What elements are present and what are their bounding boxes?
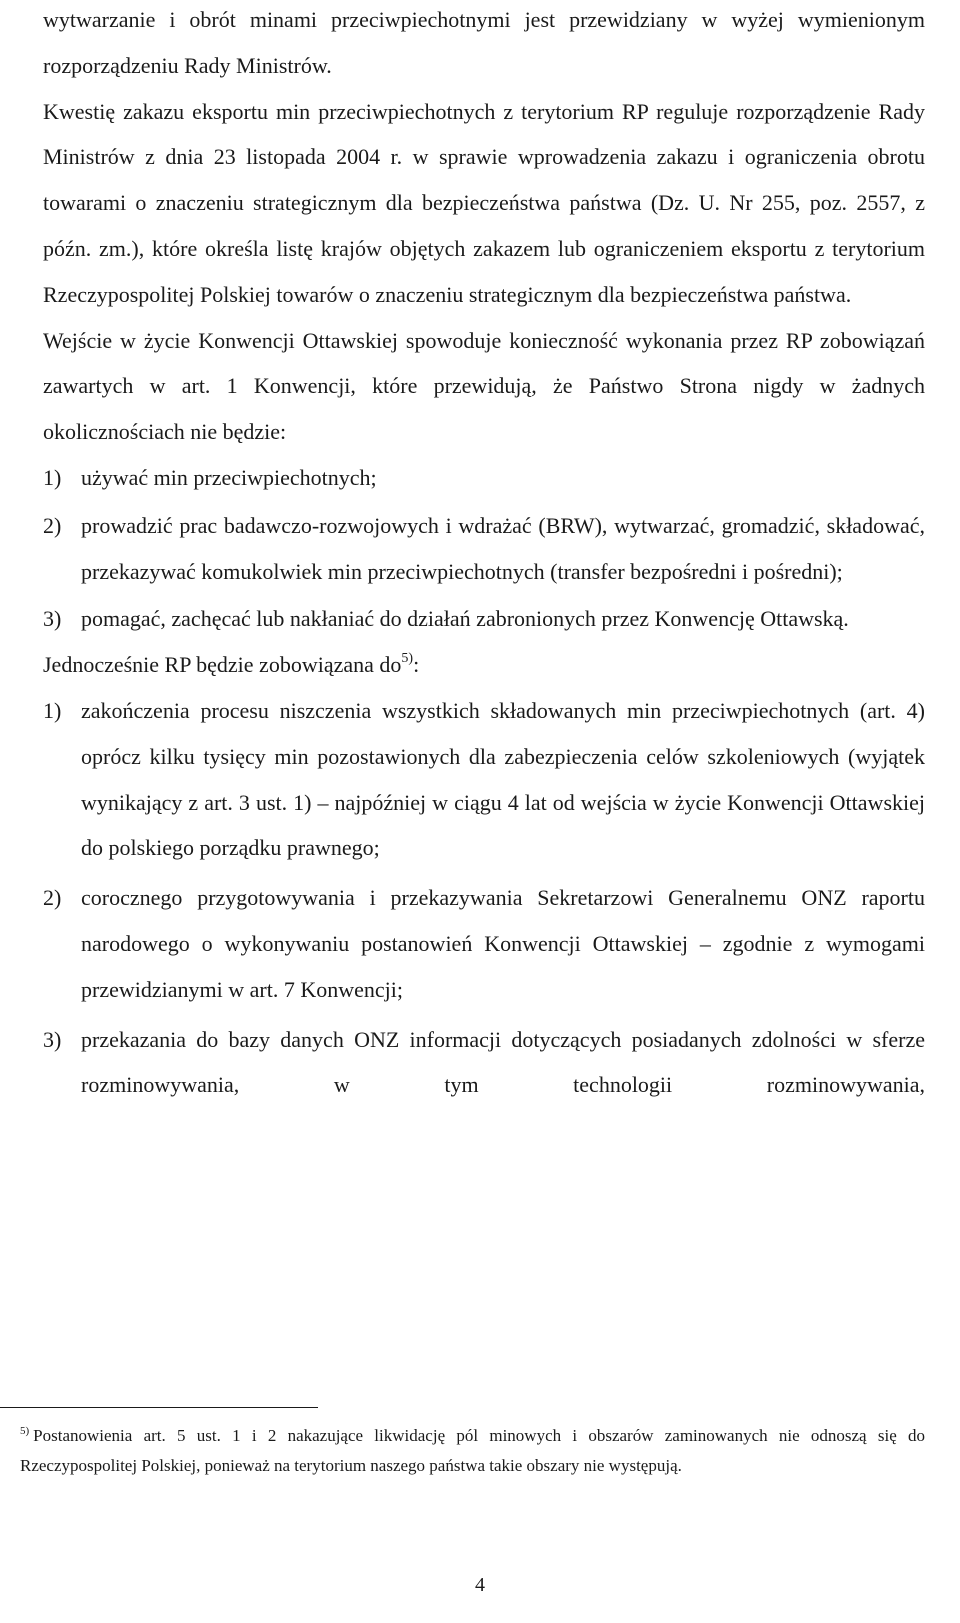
page-number: 4 (475, 1574, 485, 1596)
list-item-text: przekazania do bazy danych ONZ informacji dotyczących posiadanych zdolności w sferze rozminowywania, w tym technologii rozminowywania, (81, 1026, 925, 1098)
list-number: 2) (43, 885, 62, 911)
list-item (43, 688, 925, 871)
paragraph: Kwestię zakazu eksportu min przeciwpiechotnych z terytorium RP reguluje rozporządzenie Rady Ministrów z dnia 23 listopada 2004 r. w sprawie wprowadzenia zakazu i ograniczenia obrotu towarami o znaczeniu strategicznym dla bezpieczeństwa państwa (Dz. U. Nr 255, poz. 2557, z późn. zm.), które określa listę krajów objętych zakazem lub ograniczeniem eksportu z terytorium Rzeczypospolitej Polskiej towarów o znaczeniu strategicznym dla bezpieczeństwa państwa. (43, 98, 925, 307)
document-body (43, 0, 925, 1108)
paragraph: wytwarzanie i obrót minami przeciwpiechotnymi jest przewidziany w wyżej wymienionym rozporządzeniu Rady Ministrów. (43, 7, 925, 78)
list-item-text: pomagać, zachęcać lub nakłaniać do działań zabronionych przez Konwencję Ottawską. (81, 606, 849, 632)
list-number: 3) (43, 1026, 62, 1052)
list-item (43, 1017, 925, 1109)
duties-list (43, 688, 925, 1108)
list-item (43, 875, 925, 1012)
footnote (20, 1422, 925, 1479)
footnote-separator (0, 1407, 318, 1408)
footnote-reference[interactable]: 5) (401, 651, 414, 667)
intro-colon: : (413, 652, 420, 678)
footnote-text: Postanowienia art. 5 ust. 1 i 2 nakazujące likwidację pól minowych i obszarów zaminowanych nie odnoszą się do Rzeczypospolitej Polskiej, ponieważ na terytorium naszego państwa takie obszary nie występują. (20, 1426, 925, 1475)
list-item (43, 503, 925, 595)
intro-text: Jednocześnie RP będzie zobowiązana do (43, 652, 402, 678)
list-item-text: corocznego przygotowywania i przekazywania Sekretarzowi Generalnemu ONZ raportu narodowego o wykonywaniu postanowień Konwencji Ottawskiej – zgodnie z wymogami przewidzianymi w art. 7 Konwencji; (81, 885, 925, 1002)
list-number: 2) (43, 512, 62, 538)
list-number: 3) (43, 606, 62, 632)
list-item-text: zakończenia procesu niszczenia wszystkich składowanych min przeciwpiechotnych (art. 4) oprócz kilku tysięcy min pozostawionych dla zabezpieczenia celów szkoleniowych (wyjątek wynikający z art. 3 ust. 1) – najpóźniej w ciągu 4 lat od wejścia w życie Konwencji Ottawskiej do polskiego porządku prawnego; (81, 697, 925, 861)
list-number: 1) (43, 697, 62, 723)
obligations-list (43, 455, 925, 642)
list-item-text: używać min przeciwpiechotnych; (81, 464, 377, 490)
list-number: 1) (43, 464, 62, 490)
paragraph-intro (43, 642, 925, 688)
list-item (43, 455, 925, 501)
list-item (43, 596, 925, 642)
list-item-text: prowadzić prac badawczo-rozwojowych i wdrażać (BRW), wytwarzać, gromadzić, składować, przekazywać komukolwiek min przeciwpiechotnych (transfer bezpośredni i pośredni); (81, 512, 925, 584)
footnote-mark: 5) (20, 1425, 30, 1437)
paragraph: Wejście w życie Konwencji Ottawskiej spowoduje konieczność wykonania przez RP zobowiązań zawartych w art. 1 Konwencji, które przewidują, że Państwo Strona nigdy w żadnych okolicznościach nie będzie: (43, 327, 925, 445)
